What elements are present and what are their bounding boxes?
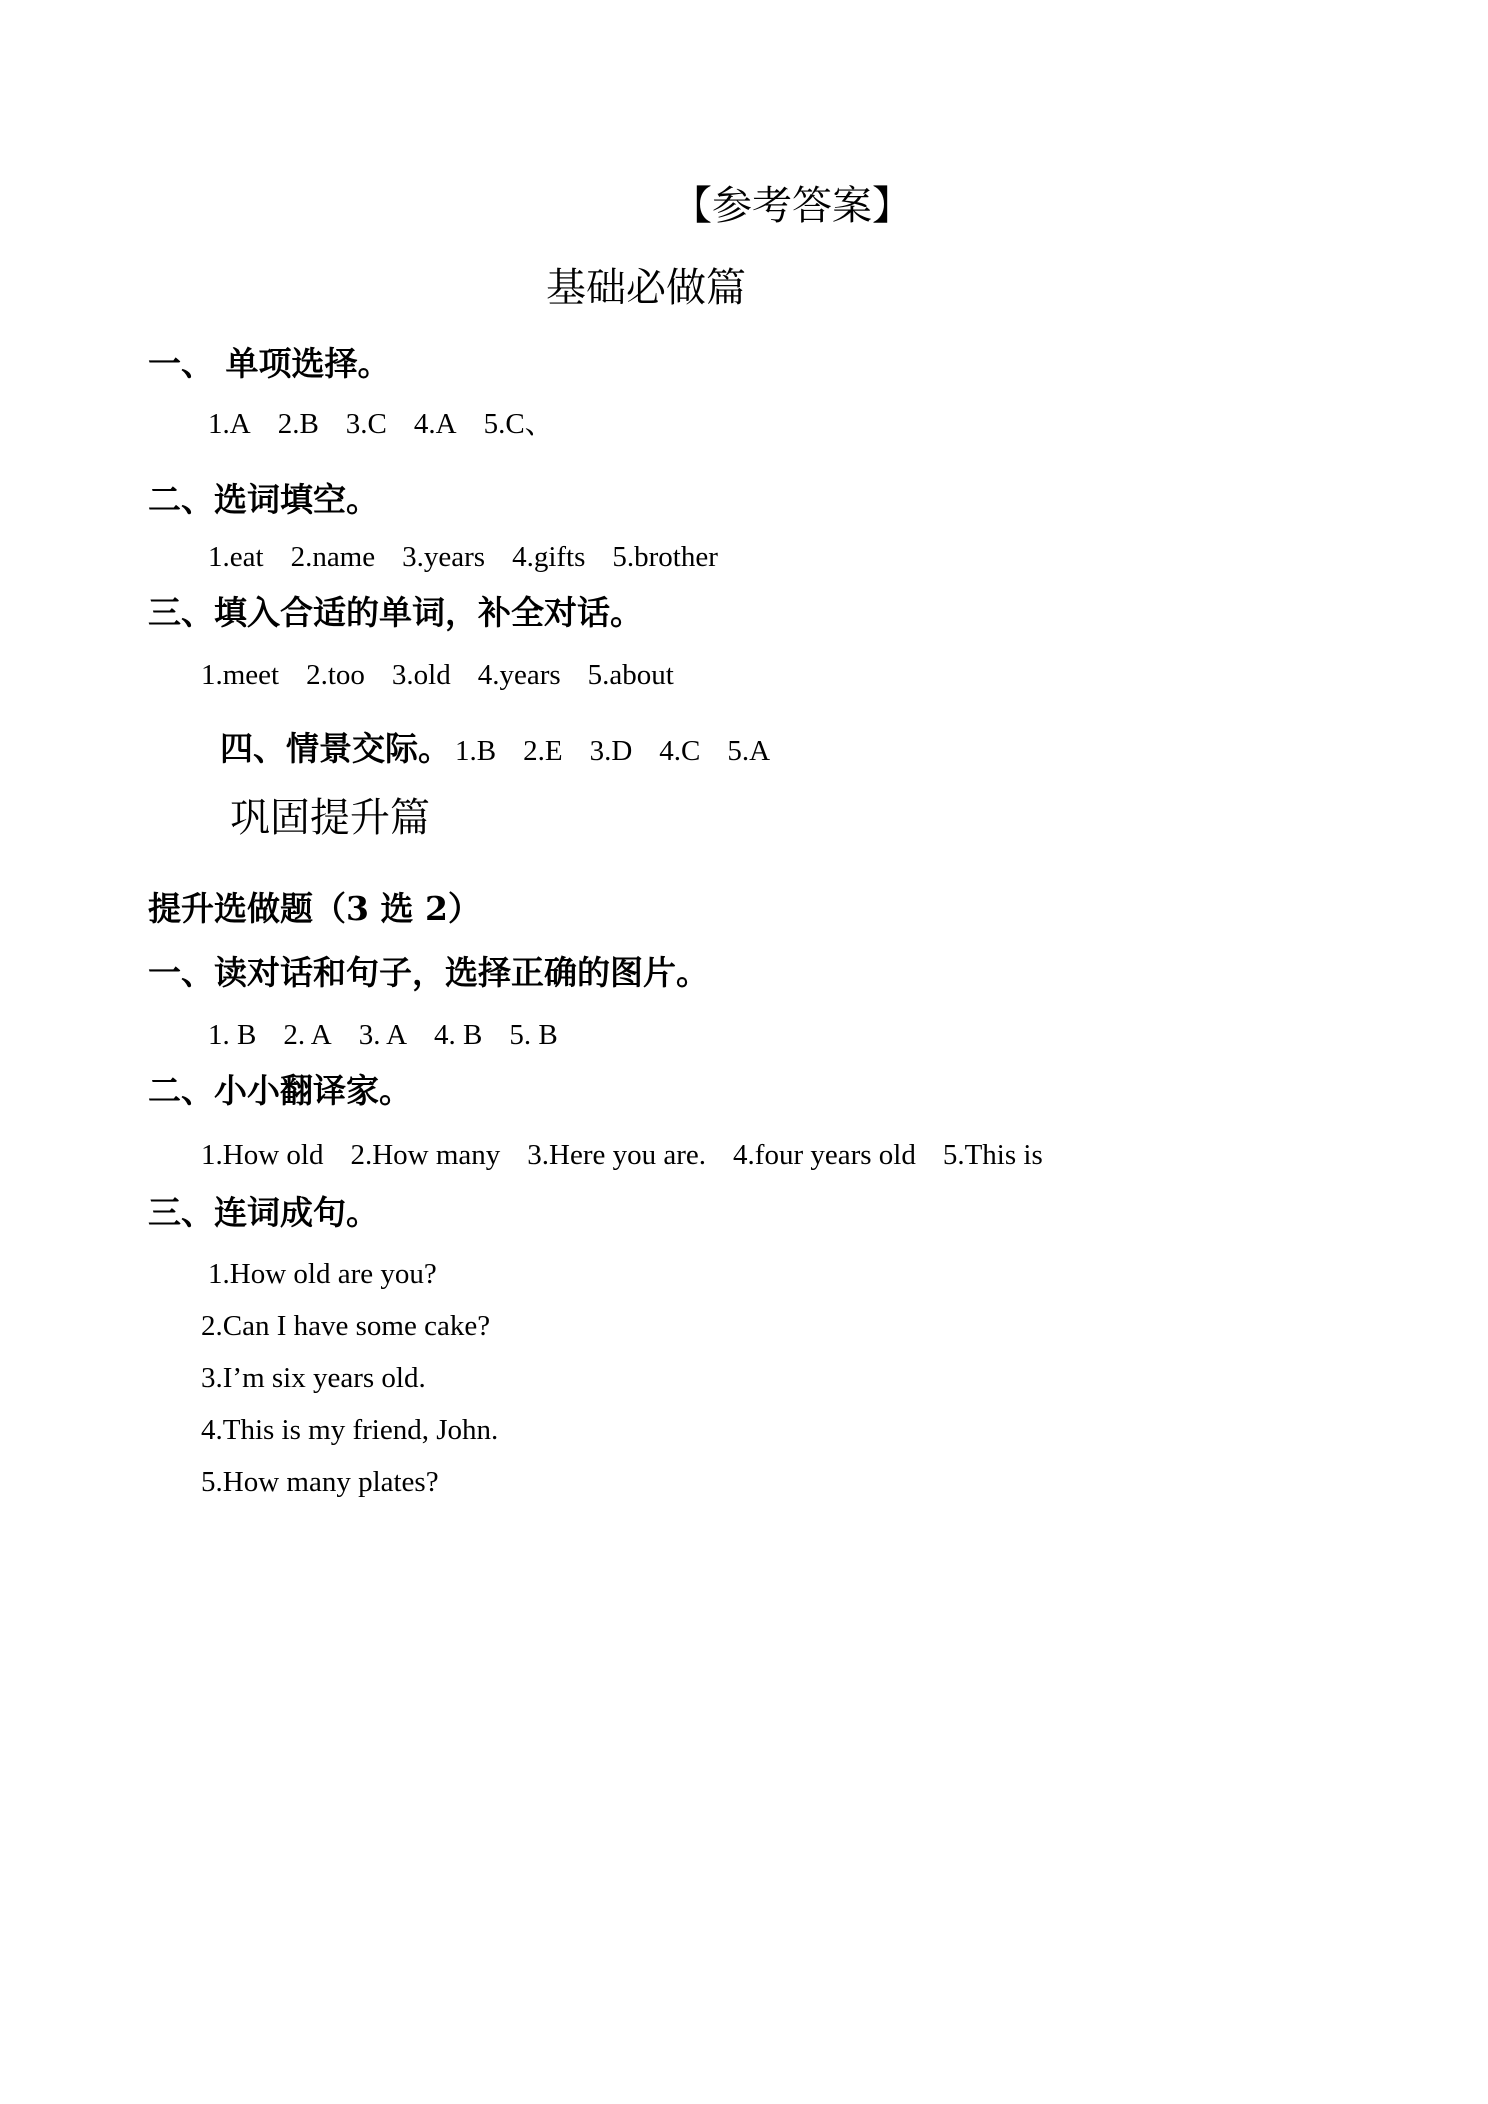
page-title: 【参考答案】 [672, 183, 912, 229]
answer-item: 5.This is [942, 1139, 1043, 1171]
answer-item: 4.C [659, 735, 701, 767]
answer-item: 2.E [523, 735, 563, 767]
answer-item: 2.name [290, 541, 376, 573]
basic-sec2-heading: 二、选词填空。 [148, 480, 379, 519]
sentence-item: 4.This is my friend, John. [201, 1414, 499, 1446]
answer-item: 5. B [509, 1019, 558, 1051]
basic-sec4-heading: 四、情景交际。 [220, 729, 451, 768]
basic-sec4-answers [455, 735, 770, 767]
advanced-section-title: 巩固提升篇 [230, 795, 430, 841]
answer-item: 3.old [391, 659, 451, 691]
basic-section-title: 基础必做篇 [546, 265, 746, 311]
answer-item: 5.C、 [483, 408, 554, 440]
answer-item: 1.B [455, 735, 497, 767]
advanced-sec3-heading: 三、连词成句。 [148, 1193, 379, 1232]
advanced-subtitle: 提升选做题（3 选 2） [148, 889, 481, 928]
sentence-item: 5.How many plates? [201, 1466, 439, 1498]
answer-item: 2. A [283, 1019, 332, 1051]
answer-item: 3.D [589, 735, 633, 767]
advanced-sec1-heading: 一、读对话和句子，选择正确的图片。 [148, 953, 709, 992]
basic-sec4-line [220, 729, 771, 768]
basic-sec3-answers [201, 661, 674, 690]
sentence-item: 2.Can I have some cake? [201, 1310, 491, 1342]
answer-item: 5.brother [612, 541, 718, 573]
answer-item: 5.A [727, 735, 771, 767]
answer-item: 3.years [402, 541, 486, 573]
answer-item: 3.Here you are. [527, 1139, 707, 1171]
answer-item: 2.B [277, 408, 319, 440]
answer-item: 1.meet [201, 659, 280, 691]
answer-item: 1. B [208, 1019, 257, 1051]
answer-item: 3. A [358, 1019, 408, 1051]
sentence-item: 1.How old are you? [208, 1258, 437, 1290]
answer-item: 4.years [477, 659, 561, 691]
answer-item: 5.about [587, 659, 674, 691]
answer-item: 2.too [306, 659, 365, 691]
basic-sec1-answers [208, 410, 554, 439]
basic-sec2-answers [208, 543, 718, 572]
advanced-sec1-answers [208, 1021, 558, 1050]
answer-item: 1.How old [201, 1139, 324, 1171]
answer-item: 4. B [434, 1019, 483, 1051]
answer-item: 4.A [413, 408, 457, 440]
answer-item: 3.C [345, 408, 387, 440]
answer-item: 1.A [208, 408, 251, 440]
advanced-sec2-heading: 二、小小翻译家。 [148, 1071, 412, 1110]
advanced-sec2-answers [201, 1141, 1043, 1170]
basic-sec1-heading: 一、 单项选择。 [148, 344, 391, 383]
answer-item: 4.gifts [512, 541, 586, 573]
answer-item: 1.eat [208, 541, 264, 573]
answer-item: 4.four years old [733, 1139, 916, 1171]
basic-sec3-heading: 三、填入合适的单词，补全对话。 [148, 593, 643, 632]
answer-item: 2.How many [350, 1139, 501, 1171]
sentence-item: 3.I’m six years old. [201, 1362, 426, 1394]
